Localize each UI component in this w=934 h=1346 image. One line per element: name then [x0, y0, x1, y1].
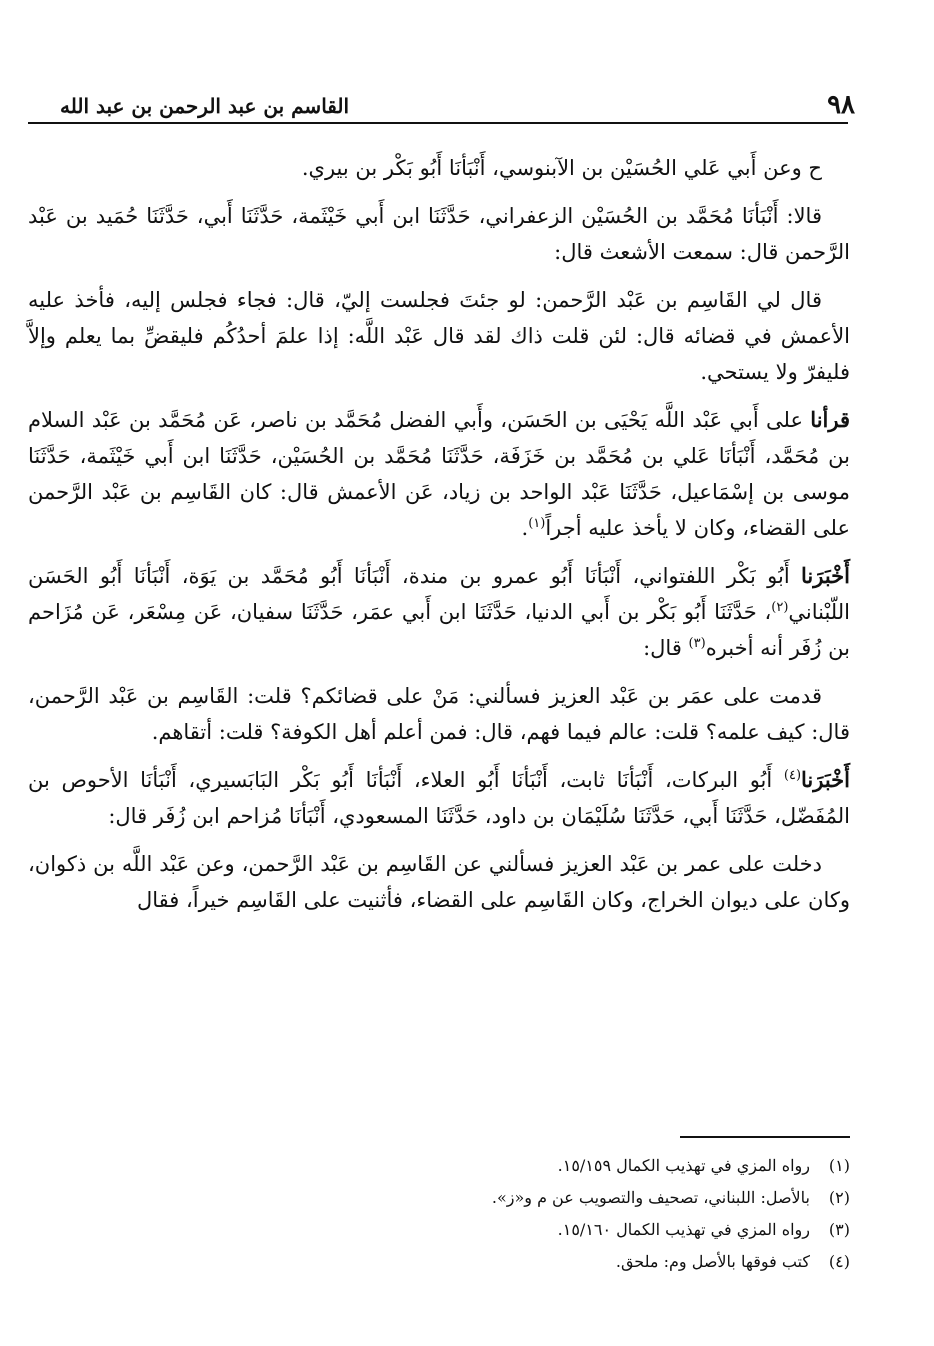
footnote-ref: (٣)	[688, 636, 706, 651]
paragraph	[28, 762, 850, 834]
paragraph-text: ، حَدَّثَنَا أَبُو بَكْر بن أَبي الدنيا، حَدَّثَنَا ابن أَبي عمَر، حَدَّثَنَا سفيان، عَن مِسْعَر، عَن مُزَاحم بن زُفَر أنه أخبره	[28, 600, 850, 660]
header-rule	[28, 122, 848, 124]
paragraph-text: قدمت على عمَر بن عَبْد العزيز فسألني: مَنْ على قضائكم؟ قلت: القَاسِم بن عَبْد الرَّحمن، قال: كيف علمه؟ قلت: عالم فيما فهم، قال: فمن أعلم أهل الكوفة؟ قلت: أتقاهم.	[28, 684, 850, 744]
footnote	[28, 1182, 850, 1214]
paragraph	[28, 150, 850, 186]
paragraph-lead: قرأنا	[810, 407, 850, 432]
footnote-text: رواه المزي في تهذيب الكمال ١٥/١٥٩.	[557, 1156, 810, 1175]
main-text	[28, 150, 850, 930]
paragraph-lead: أَخْبَرَنا	[801, 767, 850, 792]
paragraph	[28, 402, 850, 546]
paragraph-text: قال:	[643, 636, 689, 660]
paragraph	[28, 846, 850, 918]
page-number: ٩٨	[827, 90, 855, 120]
footnote-number: (٣)	[828, 1220, 850, 1239]
footnote-text: بالأصل: اللبناني، تصحيف والتصويب عن م و«ز».	[491, 1188, 810, 1207]
paragraph-text: دخلت على عمر بن عَبْد العزيز فسألني عن القَاسِم بن عَبْد الرَّحمن، وعن عَبْد اللَّه بن ذكوان، وكان على ديوان الخراج، وكان القَاسِم على القضاء، فأثنيت على القَاسِم خيراً، فقال	[28, 852, 850, 912]
paragraph-text: أَبُو البركات، أَنْبَأنَا ثابت، أَنْبَأنَا أَبُو العلاء، أَنْبَأنَا أَبُو بَكْر البَابَسيري، أَنْبَأنَا الأحوص بن المُفَضّل، حَدَّثَنَا أَبي، حَدَّثَنَا سُلَيْمَان بن داود، حَدَّثَنَا المسعودي، أَنْبَأنَا مُزاحم ابن زُفَر قال:	[28, 768, 850, 828]
footnote-text: رواه المزي في تهذيب الكمال ١٥/١٦٠.	[557, 1220, 810, 1239]
paragraph-lead: أَخْبَرَنا	[801, 563, 850, 588]
paragraph-text: ح وعن أَبي عَلي الحُسَيْن بن الآبنوسي، أَنْبَأنَا أَبُو بَكْر بن بيري.	[301, 156, 822, 180]
footnotes	[28, 1150, 850, 1278]
footnote	[28, 1150, 850, 1182]
footnote-ref: (٢)	[771, 600, 789, 615]
paragraph-text: على أَبي عَبْد اللَّه يَحْيَى بن الحَسَن، وأَبي الفضل مُحَمَّد بن ناصر، عَن مُحَمَّد بن عَبْد السلام بن مُحَمَّد، أَنْبَأنَا عَلي بن مُحَمَّد بن خَزَفَة، حَدَّثَنَا مُحَمَّد بن الحُسَيْن، حَدَّثَنَا ابن أَبي خَيْثَمة، حَدَّثَنَا موسى بن إسْمَاعيل، حَدَّثَنَا عَبْد الواحد بن زياد، عَن الأعمش قال: كان القَاسِم بن عَبْد الرَّحمن على القضاء، وكان لا يأخذ عليه أجراً	[28, 408, 850, 540]
footnote-rule	[680, 1136, 850, 1138]
footnote-ref: (٤)	[783, 768, 802, 783]
footnote-number: (١)	[828, 1156, 850, 1175]
paragraph	[28, 198, 850, 270]
paragraph	[28, 282, 850, 390]
footnote-text: كتب فوقها بالأصل وم: ملحق.	[615, 1252, 810, 1271]
footnote	[28, 1214, 850, 1246]
paragraph	[28, 678, 850, 750]
paragraph-text: قال لي القَاسِم بن عَبْد الرَّحمن: لو جئتَ فجلست إليّ، قال: فجاء فجلس إليه، فأخذ عليه الأعمش في قضائه قال: لئن قلت ذاك لقد قال عَبْد اللَّه: إذا علمَ أحدُكُم فليقضِّ بما يعلم وإلاَّ فليفرّ ولا يستحي.	[28, 288, 850, 384]
footnote	[28, 1246, 850, 1278]
paragraph-text: أَبُو بَكْر اللفتواني، أَنْبَأنَا أَبُو عمرو بن مندة، أَنْبَأنَا أَبُو مُحَمَّد بن يَوَة، أَنْبَأنَا أَبُو الحَسَن اللّبْناني	[28, 564, 850, 624]
running-title: القاسم بن عبد الرحمن بن عبد الله	[60, 94, 350, 118]
footnote-number: (٤)	[828, 1252, 850, 1271]
footnote-number: (٢)	[828, 1188, 850, 1207]
page-header	[60, 80, 855, 120]
footnote-ref: (١)	[528, 516, 546, 531]
paragraph-text: .	[521, 516, 529, 540]
paragraph-text: قالا: أَنْبَأنَا مُحَمَّد بن الحُسَيْن الزعفراني، حَدَّثَنَا ابن أَبي خَيْثَمة، حَدَّثَنَا أَبي، حَدَّثَنَا حُمَيد بن عَبْد الرَّحمن قال: سمعت الأشعث قال:	[28, 204, 850, 264]
paragraph	[28, 558, 850, 666]
